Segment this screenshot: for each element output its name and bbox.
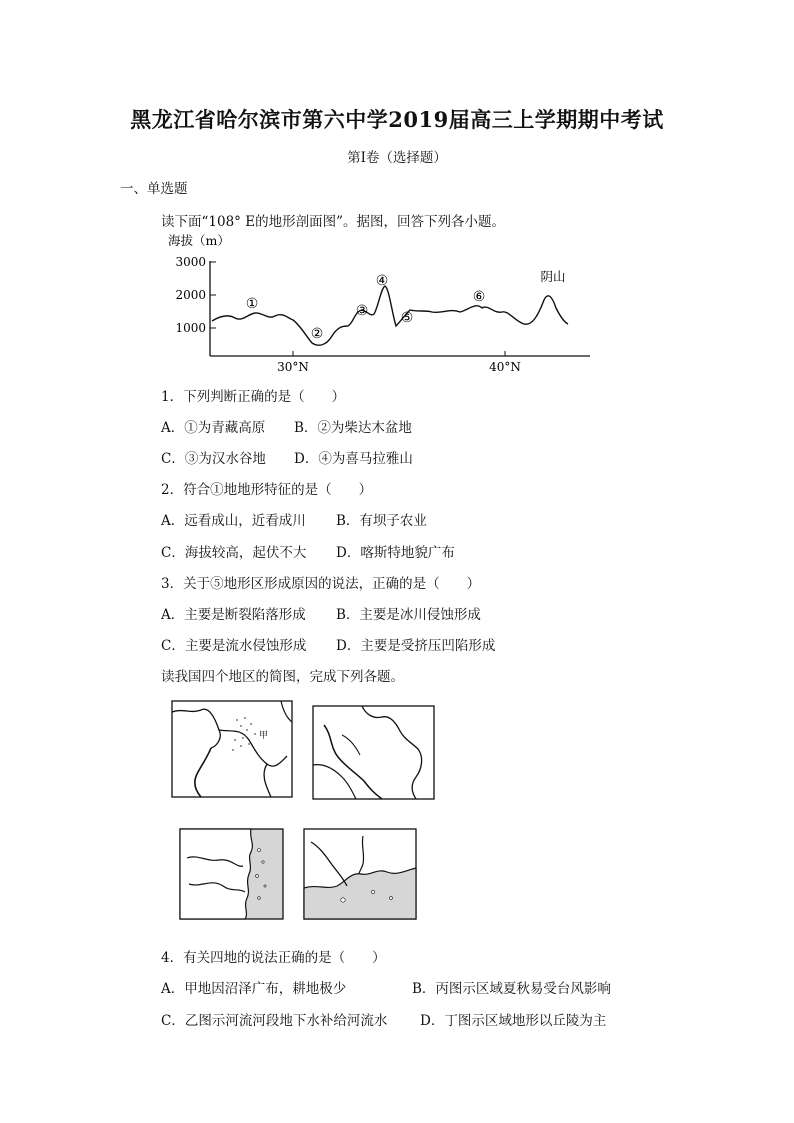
q2-option-d: D．喀斯特地貌广布 <box>336 545 455 561</box>
profile-ylabel: 海拔（m） <box>168 233 230 248</box>
q1-option-a: A．①为青藏高原 <box>161 420 266 436</box>
q2-option-b: B．有坝子农业 <box>336 513 427 529</box>
xtick-30n: 30°N <box>277 360 309 374</box>
q4-option-d: D．丁图示区域地形以丘陵为主 <box>420 1013 607 1029</box>
q4-option-c: C．乙图示河流河段地下水补给河流水 <box>161 1013 388 1029</box>
ytick-2000: 2000 <box>175 288 206 302</box>
q1-stem: 1．下列判断正确的是（ ） <box>161 389 346 405</box>
q4-option-b: B．丙图示区域夏秋易受台风影响 <box>412 981 611 997</box>
q2-stem: 2．符合①地地形特征的是（ ） <box>161 482 373 498</box>
q2-option-c: C．海拔较高，起伏不大 <box>161 545 307 561</box>
page-title: 黑龙江省哈尔滨市第六中学2019届高三上学期期中考试 <box>130 107 664 132</box>
q3-option-c: C．主要是流水侵蚀形成 <box>161 638 307 654</box>
map-bing <box>179 828 284 920</box>
xtick-40n: 40°N <box>489 360 521 374</box>
section-heading: 一、单选题 <box>120 181 188 197</box>
ytick-1000: 1000 <box>175 321 206 335</box>
q1-option-c: C．③为汉水谷地 <box>161 451 266 467</box>
map-jia <box>171 700 293 798</box>
q1-option-d: D．④为喜马拉雅山 <box>294 451 413 467</box>
yinshan-label: 阴山 <box>540 269 566 284</box>
q3-option-b: B．主要是冰川侵蚀形成 <box>336 607 481 623</box>
map-yi <box>312 705 435 800</box>
q4-stem: 4．有关四地的说法正确的是（ ） <box>161 950 386 966</box>
q4-option-a: A．甲地因沼泽广布，耕地极少 <box>161 981 347 997</box>
intro-profile: 读下面“108° E的地形剖面图”。据图，回答下列各小题。 <box>161 214 505 230</box>
marker-6: ⑥ <box>472 289 486 305</box>
marker-1: ① <box>245 296 259 312</box>
marker-5: ⑤ <box>400 310 414 326</box>
q3-stem: 3．关于⑤地形区形成原因的说法，正确的是（ ） <box>161 576 481 592</box>
map-label-jia: 甲 <box>259 731 269 741</box>
marker-3: ③ <box>355 303 369 319</box>
part-subtitle: 第I卷（选择题） <box>347 150 447 166</box>
terrain-profile-chart <box>160 228 600 378</box>
marker-2: ② <box>310 326 324 342</box>
marker-4: ④ <box>375 273 389 289</box>
q3-option-d: D．主要是受挤压凹陷形成 <box>336 638 496 654</box>
q1-option-b: B．②为柴达木盆地 <box>294 420 412 436</box>
terrain-profile-line <box>212 286 568 345</box>
ytick-3000: 3000 <box>175 255 206 269</box>
q2-option-a: A．远看成山，近看成川 <box>161 513 306 529</box>
intro-maps: 读我国四个地区的简图，完成下列各题。 <box>161 669 404 685</box>
map-ding <box>303 828 417 920</box>
q3-option-a: A．主要是断裂陷落形成 <box>161 607 306 623</box>
